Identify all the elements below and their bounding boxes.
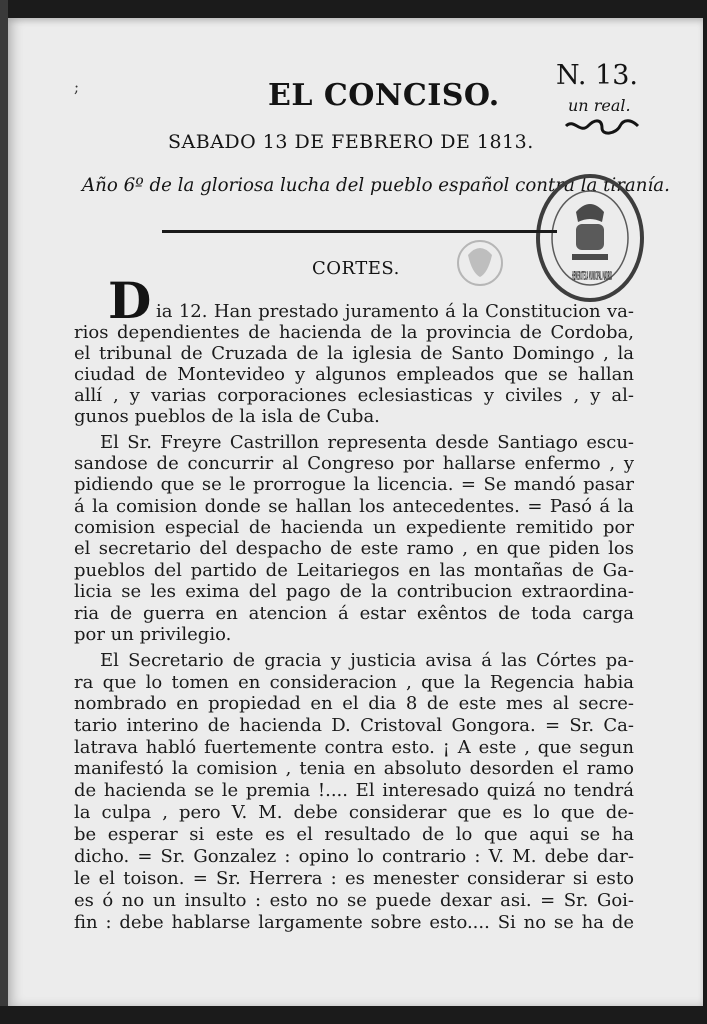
body-line: ria de guerra en atencion á estar exêntos de toda carga (74, 603, 634, 624)
body-line: ciudad de Montevideo y algunos empleados que se hallan (74, 364, 634, 385)
body-line: allí , y varias corporaciones eclesiasticas y civiles , y al- (74, 385, 634, 406)
body-line: comision especial de hacienda un expediente remitido por (74, 517, 634, 538)
body-line: latrava habló fuertemente contra esto. ¡ A este , que segun (74, 737, 634, 758)
masthead-left-mark: ; (74, 78, 80, 96)
body-line: rios dependientes de hacienda de la provincia de Cordoba, (74, 322, 634, 343)
body-line: de hacienda se le premia !.... El interesado quizá no tendrá (74, 780, 634, 801)
body-line: nombrado en propiedad en el dia 8 de este mes al secre- (74, 693, 634, 714)
body-line: El Sr. Freyre Castrillon representa desde Santiago escu- (100, 432, 634, 453)
body-line: dicho. = Sr. Gonzalez : opino lo contrario : V. M. debe dar- (74, 846, 634, 867)
library-stamp-icon (532, 170, 652, 310)
issue-number: N. 13. (556, 60, 639, 91)
body-line: El Secretario de gracia y justicia avisa á las Córtes pa- (100, 650, 634, 671)
body-line: pueblos del partido de Leitariegos en las montañas de Ga- (74, 560, 634, 581)
issue-date: SABADO 13 DE FEBRERO DE 1813. (168, 131, 534, 153)
body-line: ra que lo tomen en consideracion , que la Regencia habia (74, 672, 634, 693)
body-line: el secretario del despacho de este ramo , en que piden los (74, 538, 634, 559)
body-line: la culpa , pero V. M. debe considerar que es lo que de- (74, 802, 634, 823)
body-line: fin : debe hablarse largamente sobre esto.... Si no se ha de (74, 912, 634, 933)
drop-cap: D (108, 271, 152, 330)
body-line: le el toison. = Sr. Herrera : es menester considerar si esto (74, 868, 634, 889)
body-line: pidiendo que se le prorrogue la licencia. = Se mandó pasar (74, 474, 634, 495)
body-line: por un privilegio. (74, 624, 232, 645)
body-line: be esperar si este es el resultado de lo que aqui se ha (74, 824, 634, 845)
issue-motto: Año 6º de la gloriosa lucha del pueblo español contra la tiranía. (82, 175, 670, 196)
page-bottom-shadow (0, 1006, 707, 1024)
body-line: ia 12. Han prestado juramento á la Constitucion va- (156, 301, 634, 322)
body-line: manifestó la comision , tenia en absoluto desorden el ramo (74, 758, 634, 779)
flourish-ornament-icon (562, 116, 642, 138)
body-line: á la comision donde se hallan los antecedentes. = Pasó á la (74, 496, 634, 517)
stamp-ghost-icon (450, 225, 520, 295)
page-binding-edge (0, 0, 8, 1024)
header-rule (162, 230, 557, 233)
body-line: el tribunal de Cruzada de la iglesia de Santo Domingo , la (74, 343, 634, 364)
issue-price: un real. (568, 96, 631, 115)
newspaper-title: EL CONCISO. (268, 78, 500, 113)
body-line: tario interino de hacienda D. Cristoval Gongora. = Sr. Ca- (74, 715, 634, 736)
stamp-text: HEMEROTECA MUNICIPAL MADRID (572, 269, 613, 283)
body-line: sandose de concurrir al Congreso por hallarse enfermo , y (74, 453, 634, 474)
body-line: es ó no un insulto : esto no se puede dexar asi. = Sr. Goi- (74, 890, 634, 911)
section-title: CORTES. (312, 258, 400, 279)
body-line: licia se les exima del pago de la contribucion extraordina- (74, 581, 634, 602)
body-line: gunos pueblos de la isla de Cuba. (74, 406, 380, 427)
